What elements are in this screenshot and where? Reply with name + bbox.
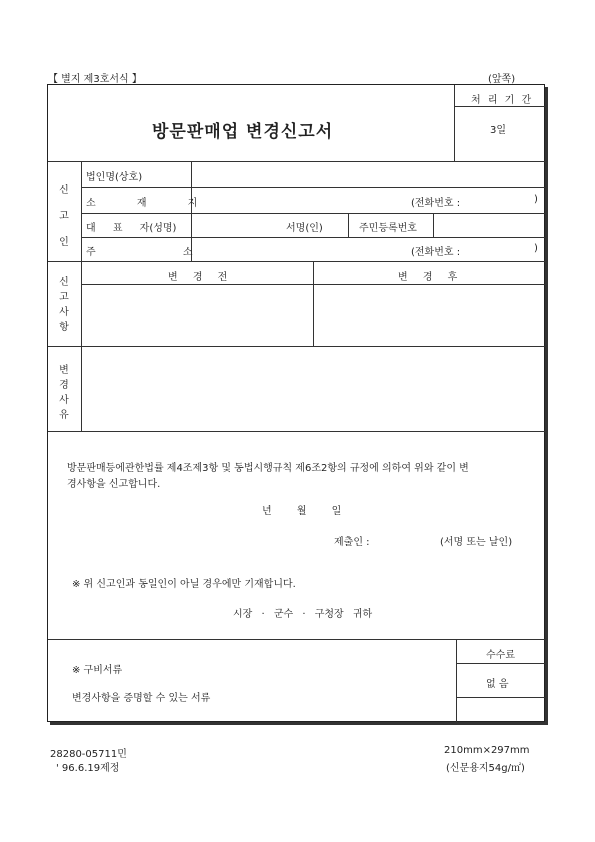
addressee: 시장 · 군수 · 구청장 귀하 (233, 609, 373, 620)
form-number: 【 별지 제3호서식 】 (48, 74, 142, 85)
page-side: (앞쪽) (488, 74, 516, 85)
report-form (47, 84, 545, 722)
footer-date: ' 96.6.19제정 (56, 763, 120, 774)
address-phone-label: (전화번호 : (411, 247, 461, 258)
representative-label: 대 표 자(성명) (86, 223, 177, 234)
submitter-label: 제출인 : (334, 537, 370, 548)
reason-section-label: 변경사유 (59, 365, 69, 421)
declaration-note: ※ 위 신고인과 동일인이 아닐 경우에만 기재합니다. (72, 579, 296, 590)
paper-size: 210mm×297mm (444, 745, 530, 756)
declaration-date: 년 월 일 (262, 506, 342, 517)
paper-type: (신문용지54g/㎡) (446, 763, 525, 774)
applicant-section-label: 신고인 (59, 185, 69, 248)
items-section-label: 신고사항 (59, 277, 69, 333)
fee-value: 없 음 (486, 679, 509, 690)
location-phone-label: (전화번호 : (411, 198, 461, 209)
address-label: 주 소 (86, 247, 193, 258)
footer-code: 28280-05711민 (50, 749, 127, 760)
after-change-header: 변 경 후 (398, 272, 464, 283)
declaration-line-2: 경사항을 신고합니다. (67, 479, 161, 490)
form-title: 방문판매업 변경신고서 (152, 122, 334, 142)
address-phone-close: ) (534, 243, 538, 254)
sign-or-seal-note: (서명 또는 날인) (440, 537, 513, 548)
processing-period-label: 처 리 기 간 (471, 95, 534, 106)
location-phone-close: ) (534, 194, 538, 205)
before-change-header: 변 경 전 (168, 272, 234, 283)
declaration-line-1: 방문판매등에관한법률 제4조제3항 및 동법시행규칙 제6조2항의 규정에 의하여 위와 같이 변 (67, 463, 469, 474)
required-documents-heading: ※ 구비서류 (72, 665, 123, 676)
required-document-item: 변경사항을 증명할 수 있는 서류 (72, 693, 211, 704)
location-label: 소 재 지 (86, 198, 204, 209)
fee-label: 수수료 (486, 650, 515, 661)
processing-period-value: 3일 (490, 125, 507, 136)
corp-name-label: 법인명(상호) (86, 172, 143, 183)
resident-number-label: 주민등록번호 (359, 223, 417, 234)
signature-label: 서명(인) (286, 223, 323, 234)
